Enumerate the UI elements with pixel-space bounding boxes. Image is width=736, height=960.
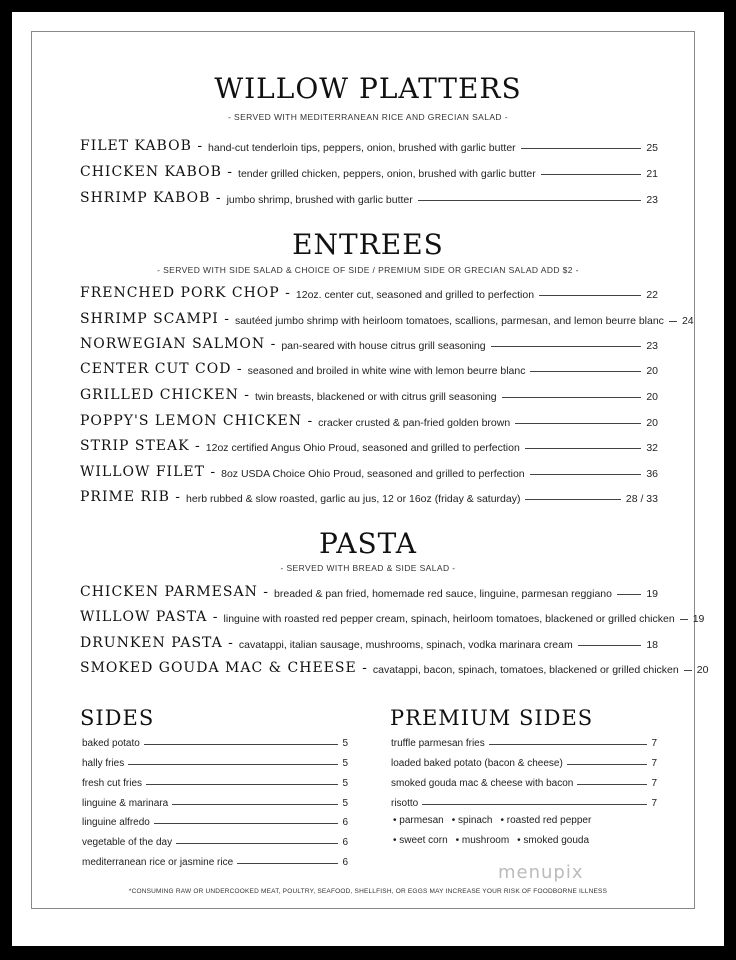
side-price: 5 [342,778,348,789]
leader-line [530,474,642,475]
item-price: 18 [646,639,658,651]
watermark: menupix [498,862,584,883]
menu-item [80,334,658,352]
section-title-pasta: PASTA [318,527,418,560]
side-name: fresh cut fries [82,778,143,789]
menu-item [80,658,709,676]
item-name: SHRIMP KABOB - [80,190,222,206]
leader-line [525,499,620,500]
item-description: breaded & pan fried, homemade red sauce, linguine, parmesan reggiano [274,588,612,600]
side-name: vegetable of the day [82,837,173,848]
item-description: sautéed jumbo shrimp with heirloom tomatoes, scallions, parmesan, and lemon beurre blanc [234,315,664,327]
item-price: 32 [646,442,658,454]
side-item [391,795,657,809]
side-item [82,795,348,809]
menu-item [80,188,658,206]
item-name: DRUNKEN PASTA - [80,635,234,651]
item-price: 22 [646,289,658,301]
item-description: 12oz. center cut, seasoned and grilled to perfection [295,289,535,301]
side-price: 6 [342,857,348,868]
leader-line [491,346,642,347]
side-item [82,755,348,769]
menu-item [80,607,705,625]
item-name: CENTER CUT COD - [80,361,243,377]
item-price: 20 [646,365,658,377]
side-price: 5 [342,738,348,749]
item-description: hand-cut tenderloin tips, peppers, onion, brushed with garlic butter [208,142,516,154]
menu-item [80,487,658,505]
item-price: 20 [696,664,709,676]
leader-line [418,200,642,201]
section-subtitle-entrees: - SERVED WITH SIDE SALAD & CHOICE OF SIDE / PREMIUM SIDE OR GRECIAN SALAD ADD $2 - [157,265,579,275]
menu-item [80,462,658,480]
leader-line [489,744,648,745]
section-title-premium-sides: PREMIUM SIDES [390,706,594,730]
item-price: 19 [692,613,705,625]
side-item [391,735,657,749]
footer-note: *CONSUMING RAW OR UNDERCOOKED MEAT, POULTRY, SEAFOOD, SHELLFISH, OR EGGS MAY INCREASE YOUR RISK OF FOODBORNE ILLNESS [128,888,608,895]
item-name: SMOKED GOUDA MAC & CHEESE - [80,660,368,676]
leader-line [669,321,677,322]
leader-line [176,843,338,844]
menu-item [80,582,658,600]
side-price: 7 [651,758,657,769]
item-description: seasoned and broiled in white wine with lemon beurre blanc [247,365,526,377]
item-description: cavatappi, italian sausage, mushrooms, spinach, vodka marinara cream [238,639,573,651]
section-subtitle-platters: - SERVED WITH MEDITERRANEAN RICE AND GRECIAN SALAD - [228,112,508,122]
section-title-entrees: ENTREES [292,228,444,261]
item-name: POPPY'S LEMON CHICKEN - [80,413,314,429]
side-price: 5 [342,798,348,809]
side-price: 6 [342,837,348,848]
item-price: 24 [681,315,694,327]
menu-item [80,359,658,377]
item-description: cracker crusted & pan-fried golden brown [318,417,511,429]
leader-line [172,804,338,805]
item-name: FILET KABOB - [80,138,204,154]
item-description: linguine with roasted red pepper cream, spinach, heirloom tomatoes, blackened or grilled chicken [223,613,675,625]
item-description: twin breasts, blackened or with citrus grill seasoning [255,391,497,403]
item-price: 20 [646,391,658,403]
item-price: 23 [646,340,658,352]
leader-line [567,764,648,765]
side-item [391,755,657,769]
side-price: 7 [651,778,657,789]
item-price: 23 [646,194,658,206]
leader-line [422,804,647,805]
side-name: linguine & marinara [82,798,169,809]
side-item [82,735,348,749]
item-name: NORWEGIAN SALMON - [80,336,277,352]
side-price: 6 [342,817,348,828]
side-name: loaded baked potato (bacon & cheese) [391,758,563,769]
item-name: STRIP STEAK - [80,438,201,454]
side-item [82,775,348,789]
item-description: 12oz certified Angus Ohio Proud, seasoned and grilled to perfection [205,442,520,454]
item-name: SHRIMP SCAMPI - [80,311,230,327]
item-price: 21 [646,168,658,180]
item-name: CHICKEN KABOB - [80,164,234,180]
leader-line [237,863,338,864]
risotto-option: • spinach [451,815,493,826]
side-name: hally fries [82,758,125,769]
side-name: baked potato [82,738,140,749]
menu-item [80,436,658,454]
side-item [82,814,348,828]
item-name: WILLOW PASTA - [80,609,219,625]
side-price: 7 [651,798,657,809]
item-price: 28 / 33 [625,493,658,505]
item-name: WILLOW FILET - [80,464,217,480]
side-item [82,834,348,848]
leader-line [515,423,641,424]
menu-item [80,283,658,301]
side-name: linguine alfredo [82,817,150,828]
risotto-option: • roasted red pepper [500,815,592,826]
side-name: risotto [391,798,419,809]
item-description: jumbo shrimp, brushed with garlic butter [226,194,413,206]
leader-line [539,295,641,296]
item-description: pan-seared with house citrus grill seasoning [281,340,486,352]
leader-line [577,784,647,785]
item-name: FRENCHED PORK CHOP - [80,285,291,301]
item-name: PRIME RIB - [80,489,182,505]
menu-item [80,136,658,154]
leader-line [525,448,641,449]
side-price: 5 [342,758,348,769]
menu-item [80,309,694,327]
menu-item [80,385,658,403]
item-price: 20 [646,417,658,429]
risotto-options-row [393,815,599,826]
risotto-option: • parmesan [393,815,444,826]
leader-line [684,670,692,671]
item-description: cavatappi, bacon, spinach, tomatoes, blackened or grilled chicken [372,664,679,676]
item-price: 36 [646,468,658,480]
risotto-option: • smoked gouda [517,835,590,846]
section-title-platters: WILLOW PLATTERS [214,72,522,105]
side-item [391,775,657,789]
menu-item [80,162,658,180]
item-description: tender grilled chicken, peppers, onion, brushed with garlic butter [238,168,536,180]
item-name: CHICKEN PARMESAN - [80,584,270,600]
leader-line [128,764,338,765]
menu-item [80,633,658,651]
leader-line [154,823,339,824]
item-price: 25 [646,142,658,154]
side-name: mediterranean rice or jasmine rice [82,857,234,868]
item-name: GRILLED CHICKEN - [80,387,251,403]
risotto-option: • sweet corn [393,835,448,846]
leader-line [502,397,642,398]
leader-line [144,744,339,745]
side-item [82,854,348,868]
leader-line [578,645,642,646]
item-description: herb rubbed & slow roasted, garlic au jus, 12 or 16oz (friday & saturday) [186,493,521,505]
side-name: truffle parmesan fries [391,738,485,749]
section-subtitle-pasta: - SERVED WITH BREAD & SIDE SALAD - [280,563,456,573]
risotto-option: • mushroom [455,835,510,846]
leader-line [146,784,338,785]
side-price: 7 [651,738,657,749]
section-title-sides: SIDES [80,706,155,730]
leader-line [617,594,641,595]
leader-line [680,619,688,620]
side-name: smoked gouda mac & cheese with bacon [391,778,574,789]
leader-line [541,174,642,175]
leader-line [530,371,641,372]
leader-line [521,148,642,149]
item-description: 8oz USDA Choice Ohio Proud, seasoned and grilled to perfection [221,468,525,480]
item-price: 19 [646,588,658,600]
menu-item [80,411,658,429]
risotto-options-row [393,835,597,846]
